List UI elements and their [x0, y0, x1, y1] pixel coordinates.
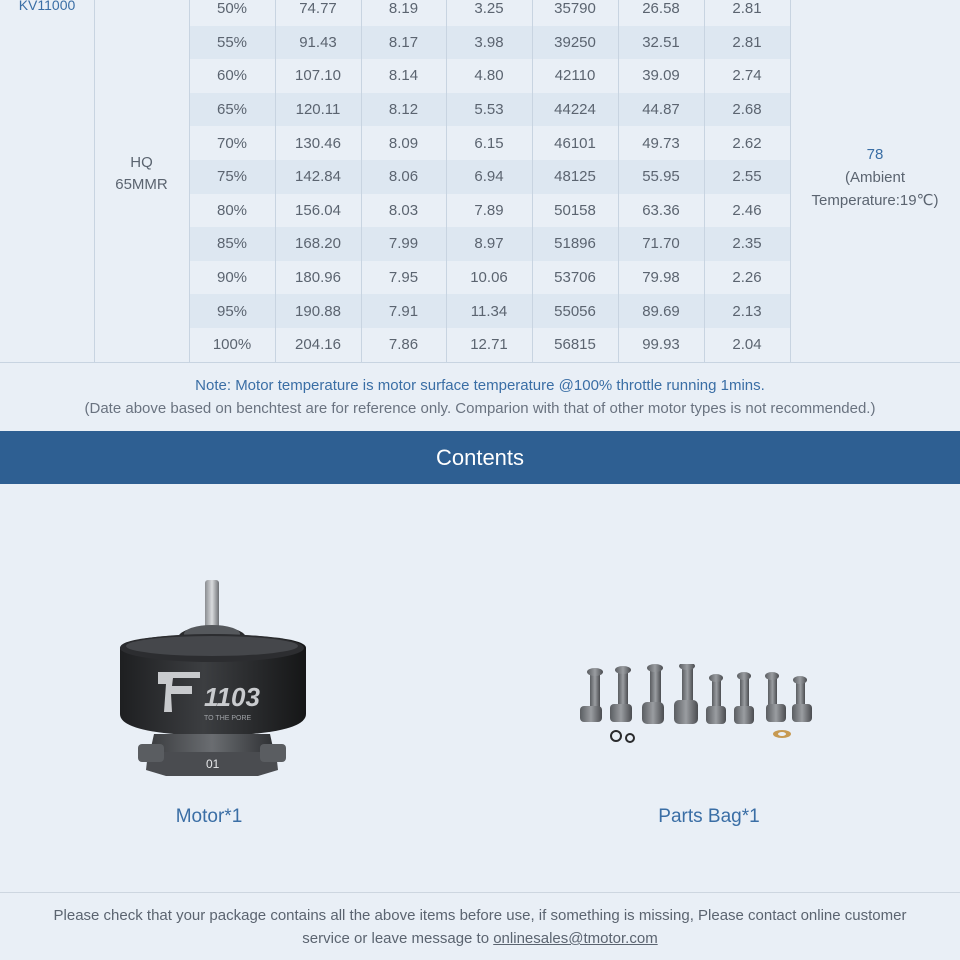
table-cell: 51896 [554, 235, 596, 253]
motor-logo-text: 1103 [204, 682, 260, 712]
table-cell: 2.46 [732, 201, 762, 219]
table-cell: 55056 [554, 302, 596, 320]
table-cell: 2.81 [732, 0, 762, 18]
table-cell: 8.97 [474, 235, 504, 253]
table-cell: 44.87 [642, 101, 680, 119]
table-cell: 39250 [554, 33, 596, 51]
footer-divider [0, 892, 960, 893]
table-cell: 100% [212, 336, 252, 354]
propeller-cell [94, 152, 189, 196]
table-cell: 7.91 [388, 302, 419, 320]
table-cell: 42110 [554, 67, 596, 85]
table-row [189, 59, 790, 93]
table-row [189, 0, 790, 26]
table-cell: 8.12 [388, 101, 419, 119]
table-cell: 11.34 [470, 302, 508, 320]
table-cell: 49.73 [642, 134, 680, 152]
table-cell: 130.46 [295, 134, 341, 152]
disclaimer-note: (Date above based on benchtest are for reference only. Comparion with that of other motor types is not recommended.) [84, 400, 876, 417]
table-cell: 79.98 [642, 269, 680, 287]
table-cell: 80% [216, 201, 248, 219]
table-cell: 90% [216, 269, 248, 287]
table-cell: 56815 [554, 336, 596, 354]
table-cell: 204.16 [295, 336, 341, 354]
table-cell: 50% [216, 0, 248, 18]
table-cell: 2.13 [732, 302, 762, 320]
table-cell: 7.86 [388, 336, 419, 354]
table-cell: 7.95 [388, 269, 419, 287]
table-cell: 46101 [554, 134, 596, 152]
table-cell: 65% [216, 101, 248, 119]
table-cell: 2.68 [732, 101, 762, 119]
table-cell: 156.04 [295, 201, 341, 219]
motor-caption: Motor*1 [175, 806, 243, 827]
motor-model-label: KV11000 [18, 0, 76, 13]
table-cell: 50158 [554, 201, 596, 219]
column-divider [275, 0, 276, 363]
parts-bag-image [570, 664, 830, 764]
table-row [189, 328, 790, 362]
column-divider [94, 0, 95, 363]
column-divider [189, 0, 190, 363]
table-cell: 5.53 [474, 101, 504, 119]
column-divider [618, 0, 619, 363]
table-cell: 99.93 [642, 336, 680, 354]
table-cell: 35790 [554, 0, 596, 18]
support-email-link[interactable]: onlinesales@tmotor.com [493, 930, 658, 947]
table-cell: 60% [216, 67, 248, 85]
table-cell: 3.25 [474, 0, 504, 18]
table-cell: 63.36 [642, 201, 680, 219]
table-cell: 8.06 [388, 168, 419, 186]
table-cell: 55.95 [642, 168, 680, 186]
temperature-cell [790, 143, 960, 212]
table-cell: 8.03 [388, 201, 419, 219]
table-row [189, 160, 790, 194]
table-cell: 8.09 [388, 134, 419, 152]
table-cell: 7.89 [474, 201, 504, 219]
table-cell: 142.84 [295, 168, 341, 186]
table-row [189, 194, 790, 228]
table-row [189, 126, 790, 160]
table-cell: 3.98 [474, 33, 504, 51]
propeller-brand: HQ [130, 154, 153, 171]
table-cell: 95% [216, 302, 248, 320]
notes-section [0, 363, 960, 431]
table-cell: 8.14 [388, 67, 419, 85]
table-cell: 53706 [554, 269, 596, 287]
table-cell: 120.11 [295, 101, 341, 119]
table-cell: 8.19 [388, 0, 419, 18]
table-cell: 2.74 [732, 67, 762, 85]
propeller-model: 65MMR [115, 176, 168, 193]
contents-title: Contents [435, 444, 525, 470]
table-row [189, 261, 790, 295]
table-cell: 2.04 [732, 336, 762, 354]
table-row [189, 294, 790, 328]
motor-slogan-text: TO THE PORE [204, 715, 252, 722]
motor-number-text: 01 [206, 757, 220, 771]
table-cell: 6.15 [474, 134, 504, 152]
parts-bag-caption: Parts Bag*1 [658, 806, 760, 827]
table-cell: 2.62 [732, 134, 762, 152]
table-cell: 44224 [554, 101, 596, 119]
table-cell: 168.20 [295, 235, 341, 253]
contents-section [0, 484, 960, 892]
table-cell: 2.26 [732, 269, 762, 287]
performance-table [0, 0, 960, 363]
motor-image [108, 576, 318, 786]
table-cell: 2.55 [732, 168, 762, 186]
table-cell: 70% [216, 134, 248, 152]
footer-message [40, 904, 920, 950]
table-cell: 12.71 [470, 336, 508, 354]
table-cell: 2.81 [732, 33, 762, 51]
table-cell: 48125 [554, 168, 596, 186]
table-row [189, 93, 790, 127]
table-cell: 32.51 [642, 33, 680, 51]
column-divider [790, 0, 791, 363]
table-cell: 4.80 [474, 67, 504, 85]
table-cell: 2.35 [732, 235, 762, 253]
column-divider [361, 0, 362, 363]
table-cell: 85% [216, 235, 248, 253]
contents-banner [0, 431, 960, 484]
temperature-note-line1: (Ambient [844, 169, 906, 186]
table-cell: 39.09 [642, 67, 680, 85]
table-cell: 74.77 [299, 0, 337, 18]
table-cell: 91.43 [299, 33, 337, 51]
column-divider [704, 0, 705, 363]
temperature-note: Note: Motor temperature is motor surface temperature @100% throttle running 1mins. [195, 377, 765, 394]
table-cell: 6.94 [474, 168, 504, 186]
table-row [189, 227, 790, 261]
table-cell: 7.99 [388, 235, 419, 253]
table-cell: 26.58 [642, 0, 680, 18]
temperature-value: 78 [866, 146, 884, 163]
table-cell: 107.10 [295, 67, 341, 85]
temperature-note-line2: Temperature:19℃) [811, 192, 939, 209]
table-cell: 180.96 [295, 269, 341, 287]
table-row [189, 26, 790, 60]
column-divider [532, 0, 533, 363]
table-cell: 89.69 [642, 302, 680, 320]
column-divider [446, 0, 447, 363]
table-cell: 8.17 [388, 33, 419, 51]
table-cell: 71.70 [642, 235, 680, 253]
table-cell: 10.06 [470, 269, 508, 287]
footer-text: Please check that your package contains all the above items before use, if something is missing, Please contact online customer service or leave message to [53, 907, 907, 947]
table-cell: 75% [216, 168, 248, 186]
table-cell: 190.88 [295, 302, 341, 320]
table-cell: 55% [216, 33, 248, 51]
